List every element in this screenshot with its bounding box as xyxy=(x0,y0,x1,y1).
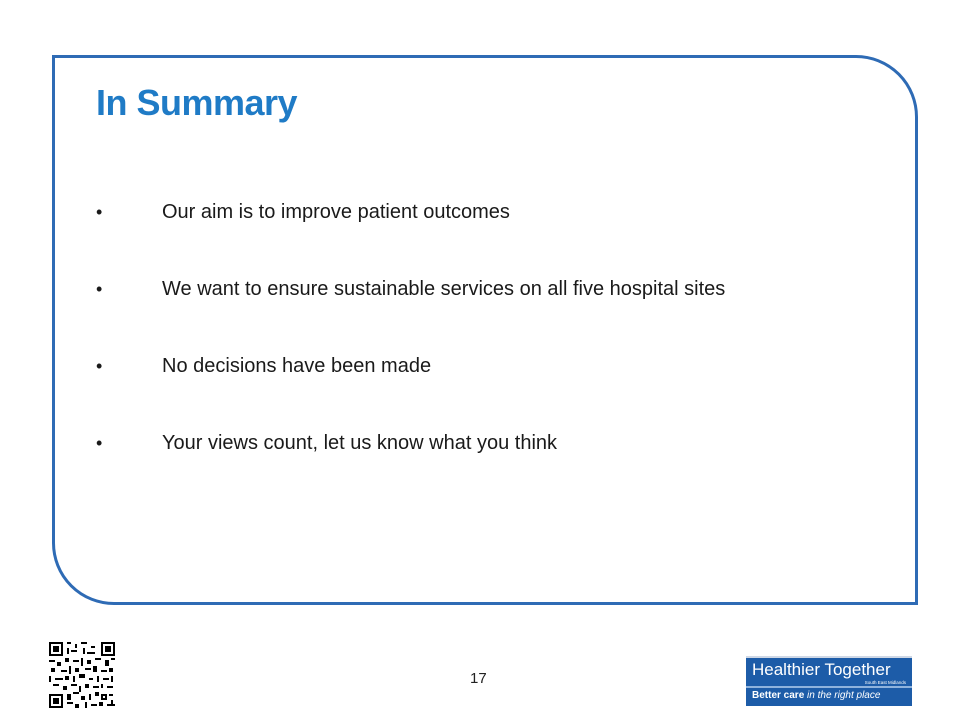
logo-tagline-bold: Better care xyxy=(752,690,805,701)
bullet-item xyxy=(96,196,896,273)
bullet-list xyxy=(96,196,896,504)
bullet-item xyxy=(96,427,896,504)
bullet-dot: • xyxy=(96,356,103,376)
bullet-item xyxy=(96,350,896,427)
logo-tagline-rest: in the right place xyxy=(804,690,881,701)
bullet-text: Our aim is to improve patient outcomes xyxy=(162,201,510,223)
bullet-dot: • xyxy=(96,433,103,453)
logo-tagline xyxy=(752,690,880,701)
healthier-together-logo xyxy=(746,656,912,706)
page-number: 17 xyxy=(470,670,487,687)
qr-code-icon xyxy=(49,642,115,708)
logo-sub-text: South East Midlands xyxy=(864,680,906,685)
logo-main-text: Healthier Together xyxy=(752,660,891,679)
logo-divider xyxy=(746,686,912,688)
bullet-dot: • xyxy=(96,202,103,222)
bullet-dot: • xyxy=(96,279,103,299)
bullet-text: We want to ensure sustainable services on all five hospital sites xyxy=(162,278,726,300)
slide-title: In Summary xyxy=(96,82,298,123)
bullet-item xyxy=(96,273,896,350)
bullet-text: Your views count, let us know what you think xyxy=(162,432,558,454)
bullet-text: No decisions have been made xyxy=(162,355,432,377)
